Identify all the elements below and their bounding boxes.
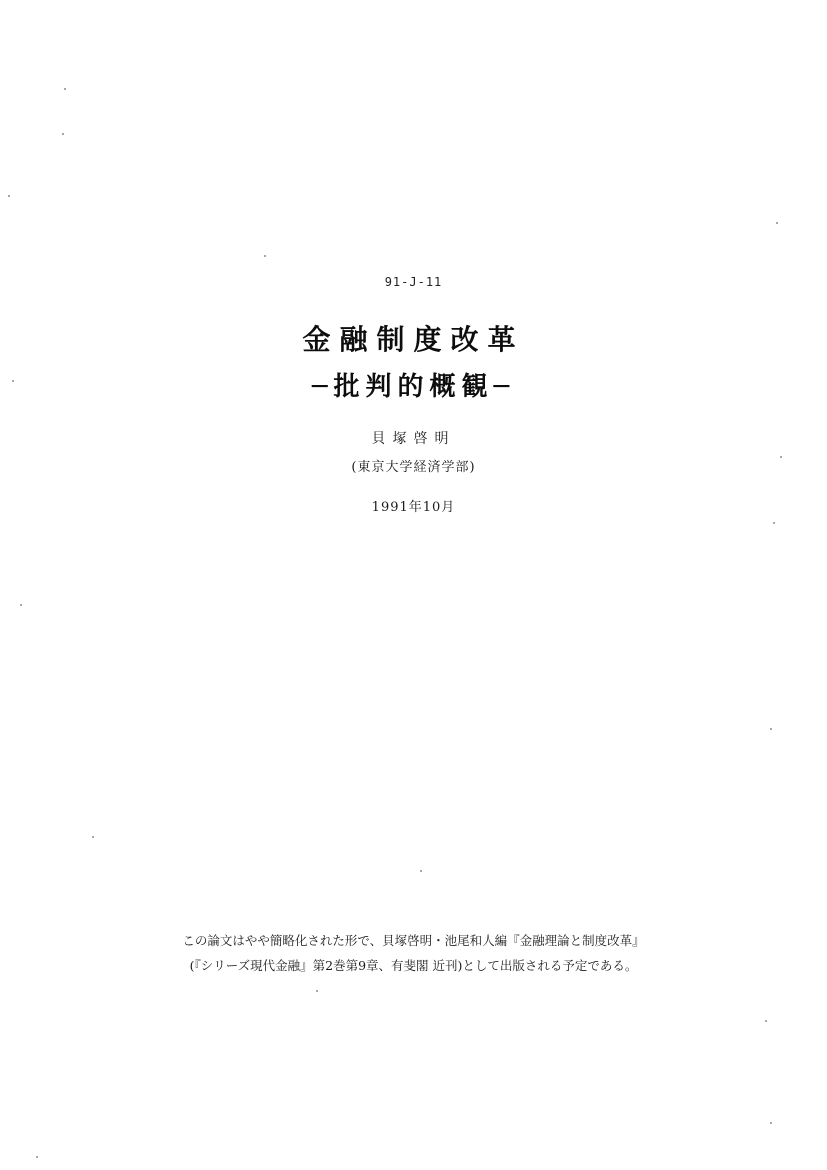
scan-speck	[765, 1020, 767, 1022]
scan-speck	[316, 990, 318, 992]
publication-date: 1991年10月	[371, 500, 456, 515]
scan-speck	[20, 604, 22, 606]
scan-speck	[92, 836, 94, 838]
scan-speck	[62, 133, 64, 135]
scan-speck	[773, 522, 775, 524]
document-subtitle: ─批判的概観─	[311, 372, 516, 402]
scan-speck	[8, 195, 10, 197]
document-title: 金融制度改革	[302, 323, 525, 356]
scan-speck	[780, 456, 782, 458]
scan-speck	[776, 222, 778, 224]
scan-speck	[420, 870, 422, 872]
scan-speck	[770, 728, 772, 730]
scan-speck	[36, 1156, 38, 1158]
publication-note-line-1: この論文はやや簡略化された形で、貝塚啓明・池尾和人編『金融理論と制度改革』	[182, 933, 645, 948]
scan-speck	[12, 380, 14, 382]
author-name: 貝塚啓明	[371, 431, 456, 447]
scan-speck	[264, 255, 266, 257]
publication-note	[0, 928, 827, 978]
scan-speck	[770, 1122, 772, 1124]
scan-speck	[64, 88, 66, 90]
document-number: 91-J-11	[384, 275, 443, 289]
author-affiliation: (東京大学経済学部)	[351, 460, 476, 475]
publication-note-line-2: (『シリーズ現代金融』第2巻第9章、有斐閣 近刊)として出版される予定である。	[189, 958, 638, 973]
